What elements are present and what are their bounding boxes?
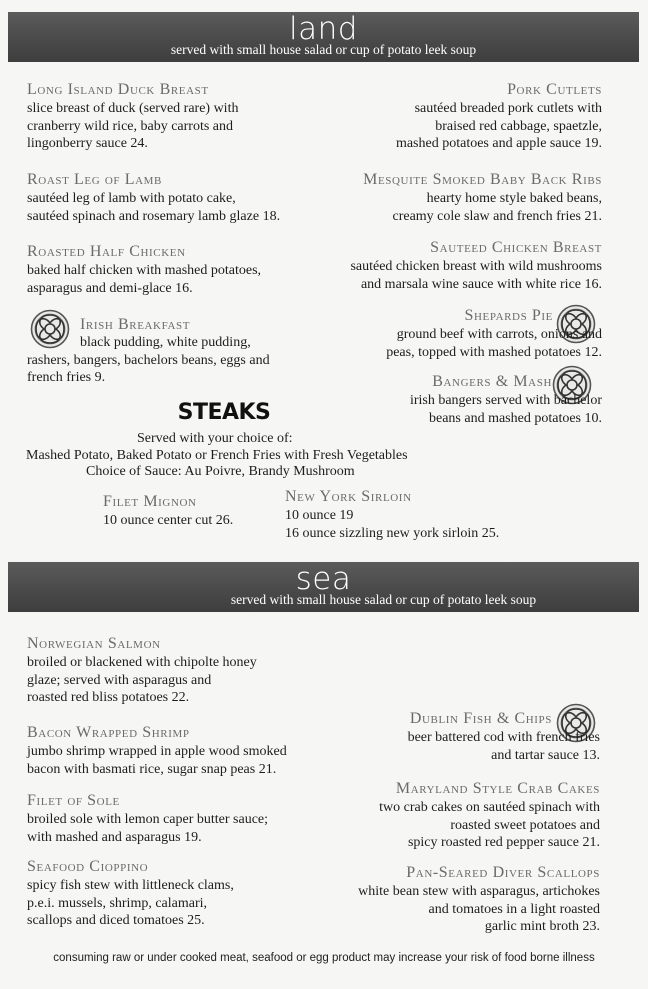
- item-desc: broiled sole with lemon caper butter sauce; with mashed and asparagus 19.: [27, 812, 269, 845]
- item-desc: 10 ounce center cut 26.: [103, 513, 234, 528]
- item-title: Mesquite Smoked Baby Back Ribs: [363, 171, 602, 188]
- item-desc: broiled or blackened with chipolte honey glaze; served with asparagus and roasted red bliss potatoes 22.: [27, 655, 257, 705]
- menu-item-ribs: [302, 170, 602, 225]
- menu-item-bangers-mash: [302, 372, 602, 427]
- sea-title: sea: [295, 561, 352, 597]
- item-title: Bacon Wrapped Shrimp: [27, 724, 190, 741]
- item-title: Seafood Cioppino: [27, 858, 149, 875]
- item-title: Maryland Style Crab Cakes: [395, 780, 600, 797]
- menu-item-ny-sirloin: [285, 487, 565, 542]
- land-title: land: [289, 11, 358, 47]
- steaks-intro: Served with your choice of:: [137, 431, 293, 446]
- menu-item-pork-cutlets: [302, 80, 602, 153]
- item-desc: sautéed chicken breast with wild mushrooms and marsala wine sauce with white rice 16.: [350, 259, 602, 292]
- item-title: New York Sirloin: [285, 488, 412, 505]
- menu-item-lamb: [27, 170, 327, 225]
- menu-item-scallops: [300, 863, 600, 936]
- menu-item-fish-chips: [310, 709, 600, 764]
- item-desc: baked half chicken with mashed potatoes, asparagus and demi-glace 16.: [27, 263, 262, 296]
- menu-item-duck: [27, 80, 327, 153]
- menu-item-irish-breakfast-desc: [27, 334, 327, 387]
- menu-item-crab-cakes: [300, 779, 600, 852]
- item-desc: sautéed leg of lamb with potato cake, sautéed spinach and rosemary lamb glaze 18.: [27, 191, 281, 224]
- land-banner: [8, 12, 639, 62]
- menu-item-sole: [27, 791, 327, 846]
- menu-item-half-chicken: [27, 242, 327, 297]
- item-desc: hearty home style baked beans, creamy cole slaw and french fries 21.: [392, 191, 602, 224]
- item-desc: [302, 326, 602, 361]
- item-title: Shepards Pie: [464, 307, 553, 324]
- item-title: Pork Cutlets: [507, 81, 602, 98]
- item-desc: spicy fish stew with littleneck clams, p.e.i. mussels, shrimp, calamari, scallops and diced tomatoes 25.: [27, 878, 234, 928]
- menu-item-cioppino: [27, 857, 327, 930]
- item-desc: black pudding, white pudding, rashers, bangers, bachelors beans, eggs and french fries 9.: [27, 335, 270, 385]
- item-desc: irish bangers served with bachelor beans and mashed potatoes 10.: [409, 393, 602, 426]
- land-subtitle: served with small house salad or cup of potato leek soup: [170, 42, 477, 57]
- steaks-sides: Mashed Potato, Baked Potato or French Fries with Fresh Vegetables: [26, 448, 408, 463]
- item-title: Pan-Seared Diver Scallops: [406, 864, 600, 881]
- item-title: Filet Mignon: [103, 493, 197, 510]
- item-title: Irish Breakfast: [80, 316, 191, 333]
- menu-item-filet-mignon: [103, 492, 283, 530]
- item-title: Roast Leg of Lamb: [27, 171, 162, 188]
- item-title: Norwegian Salmon: [27, 635, 161, 652]
- item-title: Filet of Sole: [27, 792, 120, 809]
- item-desc: jumbo shrimp wrapped in apple wood smoked bacon with basmati rice, sugar snap peas 21.: [27, 744, 287, 777]
- item-desc: beer battered cod with french fries and tartar sauce 13.: [407, 730, 600, 763]
- menu-item-bacon-shrimp: [27, 723, 347, 778]
- sea-subtitle: served with small house salad or cup of potato leek soup: [230, 592, 537, 607]
- menu-item-chicken-breast: [302, 238, 602, 293]
- item-title: Dublin Fish & Chips: [409, 710, 552, 727]
- item-title: Long Island Duck Breast: [27, 81, 209, 98]
- menu-item-shepards-pie: [302, 306, 602, 361]
- item-title: Roasted Half Chicken: [27, 243, 186, 260]
- steaks-title: STEAKS: [177, 400, 271, 425]
- menu-item-irish-breakfast: [27, 315, 327, 335]
- item-desc-text: ground beef with carrots, onions and peas, topped with mashed potatoes 12.: [386, 327, 602, 360]
- sea-banner: [8, 562, 639, 612]
- item-title: Bangers & Mash: [432, 373, 552, 390]
- item-desc: sautéed breaded pork cutlets with braised red cabbage, spaetzle, mashed potatoes and apple sauce 19.: [395, 101, 602, 151]
- menu-item-salmon: [27, 634, 327, 707]
- item-desc: two crab cakes on sautéed spinach with roasted sweet potatoes and spicy roasted red pepper sauce 21.: [379, 800, 600, 850]
- food-safety-footnote: consuming raw or under cooked meat, seafood or egg product may increase your risk of food borne illness: [53, 952, 595, 964]
- item-desc: slice breast of duck (served rare) with cranberry wild rice, baby carrots and lingonberry sauce 24.: [27, 101, 239, 151]
- item-desc: white bean stew with asparagus, artichokes and tomatoes in a light roasted garlic mint broth 23.: [358, 884, 600, 934]
- item-desc: 10 ounce 19 16 ounce sizzling new york sirloin 25.: [285, 508, 500, 541]
- steaks-sauce: Choice of Sauce: Au Poivre, Brandy Mushroom: [86, 464, 355, 479]
- item-title: Sauteed Chicken Breast: [430, 239, 602, 256]
